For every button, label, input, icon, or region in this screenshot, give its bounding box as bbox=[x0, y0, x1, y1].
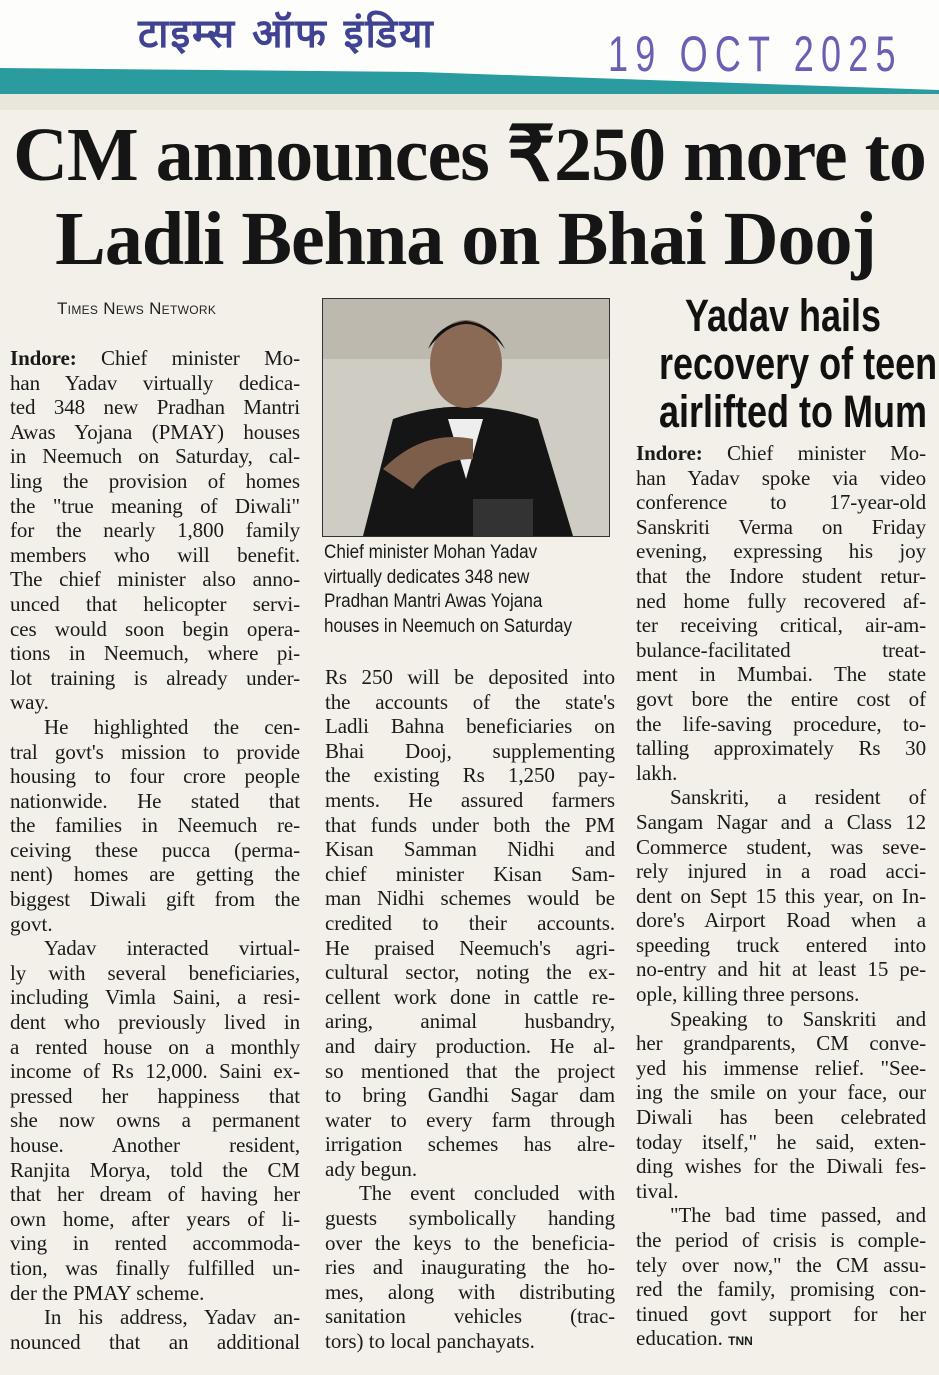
line-text: including Vimla Saini, a resi- bbox=[10, 985, 300, 1010]
text-line bbox=[325, 1181, 615, 1206]
line-text: the "true meaning of Diwali" bbox=[10, 493, 300, 518]
text-line bbox=[10, 961, 300, 986]
text-line bbox=[636, 564, 926, 589]
line-text: tival. bbox=[636, 1178, 679, 1203]
paragraph bbox=[636, 441, 926, 785]
line-text: that her dream of having her bbox=[10, 1182, 300, 1207]
line-text: no-entry and hit at least 15 pe- bbox=[636, 957, 926, 982]
text-line bbox=[636, 1277, 926, 1302]
line-text: housing to four crore people bbox=[10, 764, 300, 789]
caption-line: Pradhan Mantri Awas Yojana bbox=[324, 591, 543, 612]
text-line bbox=[636, 589, 926, 614]
line-text: the families in Neemuch re- bbox=[10, 813, 300, 838]
line-text: ving in rented accommoda- bbox=[10, 1231, 300, 1256]
line-text: a rented house on a monthly bbox=[10, 1034, 300, 1059]
text-line bbox=[325, 1255, 615, 1280]
person-photo-icon bbox=[323, 299, 609, 536]
headline-line-2: Ladli Behna on Bhai Dooj bbox=[55, 197, 876, 281]
text-line bbox=[10, 1010, 300, 1035]
text-line bbox=[10, 1305, 300, 1330]
line-text: lot training is already under- bbox=[10, 665, 300, 690]
side-headline-line: recovery of teen bbox=[659, 338, 938, 389]
text-line bbox=[325, 1157, 615, 1182]
line-text: water to every farm through bbox=[325, 1107, 615, 1132]
line-text: cellent work done in cattle re- bbox=[325, 984, 615, 1009]
text-line bbox=[636, 835, 926, 860]
line-text: rely injured in a road acci- bbox=[636, 859, 926, 884]
text-line bbox=[325, 1231, 615, 1256]
text-line bbox=[10, 617, 300, 642]
text-line bbox=[10, 1256, 300, 1281]
text-line bbox=[325, 1059, 615, 1084]
paragraph bbox=[636, 1007, 926, 1204]
text-line bbox=[10, 1108, 300, 1133]
caption-line: virtually dedicates 348 new bbox=[324, 566, 530, 588]
line-text: Speaking to Sanskriti and bbox=[670, 1006, 926, 1031]
text-line bbox=[636, 490, 926, 515]
text-line bbox=[636, 736, 926, 761]
text-line bbox=[636, 712, 926, 737]
line-text: The event concluded with bbox=[359, 1181, 615, 1206]
side-story-column bbox=[636, 441, 926, 1351]
text-line bbox=[10, 469, 300, 494]
line-text: ces would soon begin opera- bbox=[10, 616, 300, 641]
text-line bbox=[10, 666, 300, 691]
line-text: over the keys to the beneficia- bbox=[325, 1230, 615, 1255]
text-line bbox=[10, 715, 300, 740]
line-text: tors) to local panchayats. bbox=[325, 1329, 535, 1354]
line-text: ing the smile on your face, our bbox=[636, 1080, 926, 1105]
text-line bbox=[636, 1130, 926, 1155]
text-line bbox=[10, 862, 300, 887]
text-line bbox=[636, 810, 926, 835]
text-line bbox=[325, 936, 615, 961]
paragraph bbox=[636, 785, 926, 1006]
text-line bbox=[325, 911, 615, 936]
text-line bbox=[10, 912, 300, 937]
line-text: ling the provision of homes bbox=[10, 468, 300, 493]
text-line bbox=[10, 371, 300, 396]
text-line bbox=[10, 1281, 300, 1306]
line-text: conference to 17-year-old bbox=[636, 490, 926, 515]
text-line bbox=[636, 1302, 926, 1327]
text-line bbox=[325, 960, 615, 985]
line-text: nent) homes are getting the bbox=[10, 862, 300, 887]
text-line bbox=[325, 763, 615, 788]
text-line bbox=[10, 1182, 300, 1207]
line-text: way. bbox=[10, 690, 49, 715]
line-text: Commerce student, was seve- bbox=[636, 834, 926, 859]
text-line bbox=[325, 1034, 615, 1059]
line-text: Diwali has been celebrated bbox=[636, 1105, 926, 1130]
text-line bbox=[10, 420, 300, 445]
text-line bbox=[636, 515, 926, 540]
line-text: for the nearly 1,800 family bbox=[10, 518, 300, 543]
text-line bbox=[325, 690, 615, 715]
text-line bbox=[325, 985, 615, 1010]
text-line bbox=[10, 444, 300, 469]
newspaper-name-stamp: टाइम्स ऑफ इंडिया bbox=[138, 11, 435, 57]
middle-column bbox=[325, 665, 615, 1354]
line-text: The chief minister also anno- bbox=[10, 567, 300, 592]
text-line bbox=[636, 1007, 926, 1032]
line-text: nationwide. He stated that bbox=[10, 788, 300, 813]
text-line bbox=[10, 1207, 300, 1232]
line-text: Ranjita Morya, told the CM bbox=[10, 1157, 300, 1182]
side-headline-line: Yadav hails bbox=[684, 290, 882, 341]
text-line bbox=[325, 714, 615, 739]
text-line bbox=[10, 494, 300, 519]
text-line bbox=[636, 957, 926, 982]
line-text: tely over now," the CM assu- bbox=[636, 1252, 926, 1277]
line-text: the period of crisis is comple- bbox=[636, 1228, 926, 1252]
text-line bbox=[10, 641, 300, 666]
text-line bbox=[636, 884, 926, 909]
text-line bbox=[10, 1059, 300, 1084]
line-text: aring, animal husbandry, bbox=[325, 1009, 615, 1034]
line-text: govt. bbox=[10, 911, 53, 936]
date-stamp: 19 OCT 2025 bbox=[608, 26, 903, 82]
line-text: ople, killing three persons. bbox=[636, 982, 860, 1007]
line-text: pressed her happiness that bbox=[10, 1083, 300, 1108]
line-text: bulance-facilitated treat- bbox=[636, 637, 926, 662]
paragraph bbox=[325, 1181, 615, 1353]
line-text: mes, along with distributing bbox=[325, 1279, 615, 1304]
line-text: govt bore the entire cost of bbox=[636, 686, 926, 711]
line-text: the accounts of the state's bbox=[325, 689, 615, 714]
line-text: "The bad time passed, and bbox=[670, 1203, 926, 1228]
headline-line-1: CM announces ₹250 more to bbox=[13, 113, 926, 197]
line-text: Yadav interacted virtual- bbox=[44, 936, 300, 961]
line-text: ned home fully recovered af- bbox=[636, 588, 926, 613]
line-text: Kisan Samman Nidhi and bbox=[325, 837, 615, 862]
line-text: lakh. bbox=[636, 760, 678, 785]
line-text: Bhai Dooj, supplementing bbox=[325, 738, 615, 763]
text-line bbox=[636, 908, 926, 933]
line-text: han Yadav spoke via video bbox=[636, 465, 926, 490]
line-text: He highlighted the cen- bbox=[44, 714, 300, 739]
text-line bbox=[636, 982, 926, 1007]
line-text: tral govt's mission to provide bbox=[10, 739, 300, 764]
text-line bbox=[10, 813, 300, 838]
line-text: today itself," he said, exten- bbox=[636, 1129, 926, 1154]
line-text: she now owns a permanent bbox=[10, 1108, 300, 1133]
text-line bbox=[325, 1009, 615, 1034]
text-line bbox=[325, 886, 615, 911]
line-text: house. Another resident, bbox=[10, 1133, 300, 1157]
left-column bbox=[10, 346, 300, 1354]
line-text: In his address, Yadav an- bbox=[44, 1305, 300, 1330]
text-line bbox=[325, 1132, 615, 1157]
text-line bbox=[636, 1080, 926, 1105]
text-line bbox=[10, 1084, 300, 1109]
line-text: ments. He assured farmers bbox=[325, 787, 615, 812]
line-text: ady begun. bbox=[325, 1156, 418, 1181]
line-text: Chief minister Mo- bbox=[101, 346, 300, 370]
line-text: that funds under both the PM bbox=[325, 812, 615, 837]
caption-line: houses in Neemuch on Saturday bbox=[324, 615, 573, 637]
text-line bbox=[10, 395, 300, 420]
text-line bbox=[636, 1154, 926, 1179]
text-line bbox=[325, 1206, 615, 1231]
text-line bbox=[636, 1105, 926, 1130]
line-text: dent who previously lived in bbox=[10, 1010, 300, 1035]
line-text: tions in Neemuch, where pi- bbox=[10, 641, 300, 666]
text-line bbox=[636, 613, 926, 638]
line-text: education. bbox=[636, 1326, 723, 1351]
caption-line: Chief minister Mohan Yadav bbox=[324, 542, 538, 563]
text-line bbox=[325, 1329, 615, 1354]
line-text: ted 348 new Pradhan Mantri bbox=[10, 395, 300, 420]
text-line bbox=[636, 1228, 926, 1253]
text-line bbox=[10, 346, 300, 371]
text-line bbox=[636, 1056, 926, 1081]
line-text: sanitation vehicles (trac- bbox=[325, 1304, 615, 1329]
line-text: biggest Diwali gift from the bbox=[10, 887, 300, 912]
signoff: TNN bbox=[728, 1334, 753, 1349]
line-text: guests symbolically handing bbox=[325, 1206, 615, 1231]
text-line bbox=[636, 785, 926, 810]
line-text: Sanskriti Verma on Friday bbox=[636, 514, 926, 539]
text-line bbox=[636, 1031, 926, 1056]
line-text: Awas Yojana (PMAY) houses bbox=[10, 419, 300, 444]
paragraph bbox=[10, 936, 300, 1305]
line-text: der the PMAY scheme. bbox=[10, 1280, 205, 1305]
text-line bbox=[10, 1133, 300, 1158]
text-line bbox=[325, 788, 615, 813]
line-text: in Neemuch on Saturday, cal- bbox=[10, 444, 300, 469]
dateline: Indore: bbox=[636, 441, 703, 465]
line-text: ly with several beneficiaries, bbox=[10, 960, 300, 985]
line-text: ding wishes for the Diwali fes- bbox=[636, 1154, 926, 1179]
line-text: ter receiving critical, air-am- bbox=[636, 613, 926, 638]
line-text: members who will benefit. bbox=[10, 542, 300, 567]
line-text: chief minister Kisan Sam- bbox=[325, 861, 615, 886]
line-text: dore's Airport Road when a bbox=[636, 908, 926, 933]
text-line bbox=[10, 518, 300, 543]
text-line bbox=[636, 1203, 926, 1228]
text-line bbox=[10, 592, 300, 617]
text-line bbox=[10, 567, 300, 592]
line-text: yed his immense relief. "See- bbox=[636, 1055, 926, 1080]
paragraph bbox=[10, 1305, 300, 1354]
text-line bbox=[325, 813, 615, 838]
line-text: dent on Sept 15 this year, on In- bbox=[636, 883, 926, 908]
line-text: ceiving these pucca (perma- bbox=[10, 837, 300, 862]
line-text: ment in Mumbai. The state bbox=[636, 662, 926, 687]
text-line bbox=[636, 933, 926, 958]
line-text: Rs 250 will be deposited into bbox=[325, 665, 615, 689]
text-line bbox=[636, 1326, 926, 1351]
text-line bbox=[10, 1035, 300, 1060]
line-text: Chief minister Mo- bbox=[727, 441, 926, 465]
line-text: credited to their accounts. bbox=[325, 910, 615, 935]
text-line bbox=[10, 887, 300, 912]
dateline: Indore: bbox=[10, 346, 77, 370]
text-line bbox=[10, 1158, 300, 1183]
side-story-headline bbox=[628, 292, 938, 436]
text-line bbox=[10, 543, 300, 568]
line-text: that the Indore student retur- bbox=[636, 563, 926, 588]
line-text: and dairy production. He al- bbox=[325, 1033, 615, 1058]
line-text: ries and inaugurating the ho- bbox=[325, 1255, 615, 1280]
text-line bbox=[10, 936, 300, 961]
line-text: han Yadav virtually dedica- bbox=[10, 370, 300, 395]
text-line bbox=[10, 1231, 300, 1256]
text-line bbox=[636, 638, 926, 663]
text-line bbox=[636, 539, 926, 564]
text-line bbox=[10, 985, 300, 1010]
text-line bbox=[325, 1083, 615, 1108]
line-text: talling approximately Rs 30 bbox=[636, 736, 926, 761]
line-text: red the family, promising con- bbox=[636, 1277, 926, 1302]
line-text: unced that helicopter servi- bbox=[10, 591, 300, 616]
text-line bbox=[10, 789, 300, 814]
text-line bbox=[636, 466, 926, 491]
line-text: Sangam Nagar and a Class 12 bbox=[636, 809, 926, 834]
text-line bbox=[325, 837, 615, 862]
text-line bbox=[325, 1108, 615, 1133]
text-line bbox=[325, 862, 615, 887]
line-text: evening, expressing his joy bbox=[636, 539, 926, 564]
text-line bbox=[636, 761, 926, 786]
text-line bbox=[636, 1253, 926, 1278]
text-line bbox=[10, 838, 300, 863]
text-line bbox=[10, 690, 300, 715]
text-line bbox=[325, 1304, 615, 1329]
paragraph bbox=[325, 665, 615, 1181]
text-line bbox=[636, 441, 926, 466]
text-line bbox=[636, 1179, 926, 1204]
byline: Times News Network bbox=[57, 299, 217, 318]
line-text: speeding truck entered into bbox=[636, 932, 926, 957]
line-text: so mentioned that the project bbox=[325, 1058, 615, 1083]
text-line bbox=[10, 740, 300, 765]
line-text: cultural sector, noting the ex- bbox=[325, 960, 615, 985]
line-text: to bring Gandhi Sagar dam bbox=[325, 1083, 615, 1108]
side-headline-line: airlifted to Mum bbox=[659, 386, 927, 437]
line-text: Sanskriti, a resident of bbox=[670, 785, 926, 810]
line-text: He praised Neemuch's agri- bbox=[325, 935, 615, 960]
photo-chief-minister bbox=[322, 298, 610, 537]
text-line bbox=[325, 739, 615, 764]
line-text: nounced that an additional bbox=[10, 1329, 300, 1354]
paragraph bbox=[636, 1203, 926, 1351]
text-line bbox=[325, 665, 615, 690]
line-text: irrigation schemes has alre- bbox=[325, 1132, 615, 1157]
text-line bbox=[10, 1330, 300, 1355]
line-text: own home, after years of li- bbox=[10, 1206, 300, 1231]
paragraph bbox=[10, 715, 300, 936]
line-text: tion, was finally fulfilled un- bbox=[10, 1255, 300, 1280]
paragraph bbox=[10, 346, 300, 715]
text-line bbox=[636, 662, 926, 687]
line-text: Ladli Bahna beneficiaries on bbox=[325, 714, 615, 739]
text-line bbox=[10, 764, 300, 789]
text-line bbox=[636, 859, 926, 884]
text-line bbox=[636, 687, 926, 712]
line-text: man Nidhi schemes would be bbox=[325, 886, 615, 911]
line-text: tinued govt support for her bbox=[636, 1301, 926, 1326]
line-text: her grandparents, CM conve- bbox=[636, 1031, 926, 1056]
line-text: income of Rs 12,000. Saini ex- bbox=[10, 1059, 300, 1084]
photo-caption bbox=[324, 541, 585, 639]
text-line bbox=[325, 1280, 615, 1305]
line-text: the existing Rs 1,250 pay- bbox=[325, 763, 615, 788]
line-text: the life-saving procedure, to- bbox=[636, 711, 926, 736]
